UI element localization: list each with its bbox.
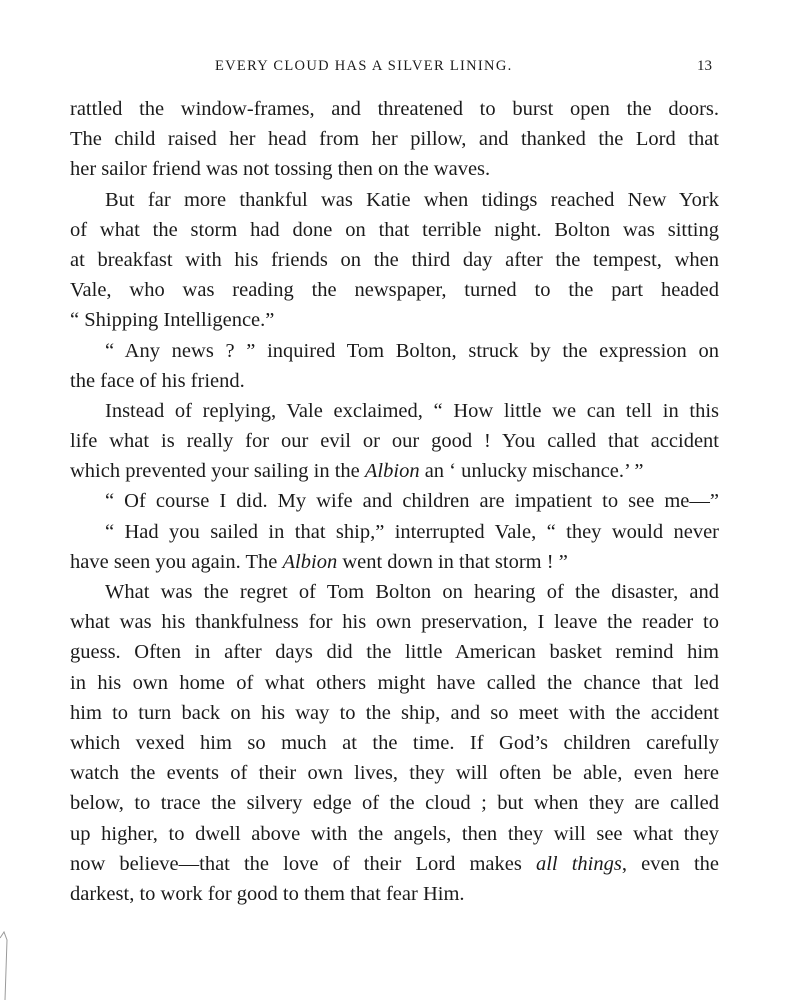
text-line: her sailor friend was not tossing then on the waves. bbox=[70, 158, 491, 181]
text-run: now believe—that the love of their Lord makes bbox=[70, 852, 536, 875]
text-run: went down in that storm ! ” bbox=[337, 550, 568, 573]
text-line bbox=[70, 456, 719, 486]
text-run: an ‘ unlucky mischance.’ ” bbox=[419, 460, 644, 483]
text-line: the face of his friend. bbox=[70, 369, 245, 392]
text-line: in his own home of what others might have called the chance that led bbox=[70, 671, 719, 694]
text-line: Vale, who was reading the newspaper, turned to the part headed bbox=[70, 279, 719, 302]
text-line bbox=[70, 547, 719, 577]
text-line: “ Of course I did. My wife and children are impatient to see me—” bbox=[105, 490, 719, 513]
text-line: him to turn back on his way to the ship, and so meet with the accident bbox=[70, 701, 719, 724]
ship-name: Albion bbox=[364, 460, 420, 483]
text-line: what was his thankfulness for his own preservation, I leave the reader to bbox=[70, 611, 719, 634]
text-line: “ Had you sailed in that ship,” interrupted Vale, “ they would never bbox=[105, 520, 719, 543]
page-edge-mark bbox=[0, 928, 16, 1000]
text-line: of what the storm had done on that terrible night. Bolton was sitting bbox=[70, 218, 719, 241]
running-header bbox=[0, 58, 802, 82]
text-line: at breakfast with his friends on the third day after the tempest, when bbox=[70, 248, 719, 271]
text-line: “ Shipping Intelligence.” bbox=[70, 309, 275, 332]
text-run: have seen you again. The bbox=[70, 550, 283, 573]
text-line: which vexed him so much at the time. If God’s children carefully bbox=[70, 731, 719, 754]
text-line: below, to trace the silvery edge of the cloud ; but when they are called bbox=[70, 792, 719, 815]
text-line: watch the events of their own lives, they will often be able, even here bbox=[70, 762, 719, 785]
body-text bbox=[70, 94, 719, 909]
text-line: But far more thankful was Katie when tidings reached New York bbox=[105, 188, 719, 211]
text-line: guess. Often in after days did the little American basket remind him bbox=[70, 641, 719, 664]
text-line: rattled the window-frames, and threatened to burst open the doors. bbox=[70, 98, 719, 120]
text-line: The child raised her head from her pillow, and thanked the Lord that bbox=[70, 128, 719, 151]
text-line bbox=[70, 849, 719, 879]
page-number: 13 bbox=[697, 58, 712, 74]
text-line: up higher, to dwell above with the angels, then they will see what they bbox=[70, 822, 719, 845]
text-run: , even the bbox=[621, 852, 719, 875]
running-title: EVERY CLOUD HAS A SILVER LINING. bbox=[215, 58, 513, 74]
text-line: darkest, to work for good to them that fear Him. bbox=[70, 882, 465, 905]
text-line: life what is really for our evil or our good ! You called that accident bbox=[70, 430, 719, 453]
text-line: Instead of replying, Vale exclaimed, “ How little we can tell in this bbox=[105, 399, 719, 422]
text-run: which prevented your sailing in the bbox=[70, 460, 365, 483]
emphasis: all things bbox=[535, 852, 622, 875]
ship-name: Albion bbox=[282, 550, 338, 573]
text-line: “ Any news ? ” inquired Tom Bolton, struck by the expression on bbox=[105, 339, 719, 362]
text-line: What was the regret of Tom Bolton on hearing of the disaster, and bbox=[105, 581, 719, 603]
